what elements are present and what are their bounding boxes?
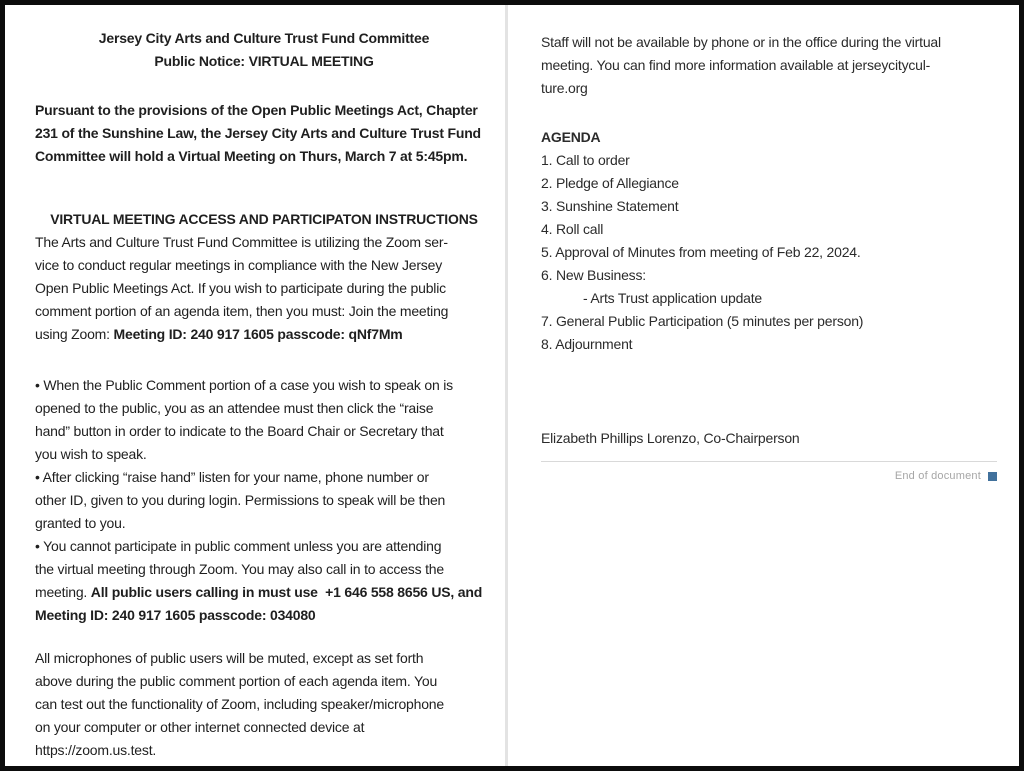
- signature-line: [541, 427, 997, 450]
- bullet-after-clicking: [35, 466, 493, 535]
- text-line: 5. Approval of Minutes from meeting of Feb 22, 2024.: [541, 244, 861, 260]
- text-line: Staff will not be available by phone or in the office during the virtual: [541, 34, 941, 50]
- text-line: Meeting ID: 240 917 1605 passcode: 034080: [35, 607, 316, 623]
- page-right: [508, 5, 1019, 766]
- text-line: 4. Roll call: [541, 221, 604, 237]
- end-of-document-rule: [541, 461, 997, 462]
- text-line: Open Public Meetings Act. If you wish to participate during the public: [35, 280, 446, 296]
- text-line: 8. Adjournment: [541, 336, 633, 352]
- text-line: Pursuant to the provisions of the Open Public Meetings Act, Chapter: [35, 102, 478, 118]
- text-line: All microphones of public users will be muted, except as set forth: [35, 650, 424, 666]
- text-line: the virtual meeting through Zoom. You may also call in to access the: [35, 561, 444, 577]
- text-line: • After clicking “raise hand” listen for your name, phone number or: [35, 469, 429, 485]
- end-of-document-label: End of document: [894, 470, 981, 482]
- text-line: • When the Public Comment portion of a case you wish to speak on is: [35, 377, 453, 393]
- page-left: [5, 5, 505, 766]
- heading-line: VIRTUAL MEETING ACCESS AND PARTICIPATON INSTRUCTIONS: [50, 211, 478, 227]
- text-line: Committee will hold a Virtual Meeting on Thurs, March 7 at 5:45pm.: [35, 148, 468, 164]
- bullet-raise-hand: [35, 374, 493, 466]
- text-line: 3. Sunshine Statement: [541, 198, 679, 214]
- text-line: 7. General Public Participation (5 minutes per person): [541, 313, 864, 329]
- agenda-list: [541, 149, 997, 356]
- text-line: other ID, given to you during login. Permissions to speak will be then: [35, 492, 446, 508]
- text-line: https://zoom.us.test.: [35, 742, 157, 758]
- text-line: meeting. You can find more information available at jerseycitycul-: [541, 57, 931, 73]
- signature-text: Elizabeth Phillips Lorenzo, Co-Chairperson: [541, 430, 800, 446]
- text-line: 2. Pledge of Allegiance: [541, 175, 679, 191]
- text-line: opened to the public, you as an attendee must then click the “raise: [35, 400, 434, 416]
- text-line: 231 of the Sunshine Law, the Jersey City Arts and Culture Trust Fund: [35, 125, 481, 141]
- end-of-document-marker: [541, 471, 997, 482]
- text-line: meeting. All public users calling in must use +1 646 558 8656 US, and: [35, 584, 483, 600]
- agenda-heading: [541, 126, 997, 149]
- text-line: vice to conduct regular meetings in compliance with the New Jersey: [35, 257, 442, 273]
- text-line: can test out the functionality of Zoom, including speaker/microphone: [35, 696, 444, 712]
- text-line: • You cannot participate in public comment unless you are attending: [35, 538, 442, 554]
- text-line: you wish to speak.: [35, 446, 147, 462]
- bullet-call-in: [35, 535, 493, 627]
- text-line: Jersey City Arts and Culture Trust Fund Committee: [98, 30, 430, 46]
- text-line: above during the public comment portion of each agenda item. You: [35, 673, 438, 689]
- text-line: on your computer or other internet connected device at: [35, 719, 365, 735]
- staff-paragraph: [541, 31, 997, 100]
- text-line: using Zoom: Meeting ID: 240 917 1605 passcode: qNf7Mm: [35, 326, 403, 342]
- text-line: 6. New Business:: [541, 267, 646, 283]
- text-line: Public Notice: VIRTUAL MEETING: [154, 53, 374, 69]
- text-line: - Arts Trust application update: [583, 290, 763, 306]
- heading-line: AGENDA: [541, 129, 601, 145]
- text-line: ture.org: [541, 80, 588, 96]
- microphones-paragraph: [35, 647, 493, 762]
- access-paragraph: [35, 231, 493, 346]
- access-instructions-heading: [35, 208, 493, 231]
- text-line: comment portion of an agenda item, then you must: Join the meeting: [35, 303, 449, 319]
- intro-paragraph: [35, 99, 493, 168]
- text-line: The Arts and Culture Trust Fund Committee is utilizing the Zoom ser-: [35, 234, 448, 250]
- text-line: 1. Call to order: [541, 152, 630, 168]
- document-title: [35, 27, 493, 73]
- text-line: granted to you.: [35, 515, 126, 531]
- end-of-document-icon: [988, 472, 997, 481]
- text-line: hand” button in order to indicate to the Board Chair or Secretary that: [35, 423, 444, 439]
